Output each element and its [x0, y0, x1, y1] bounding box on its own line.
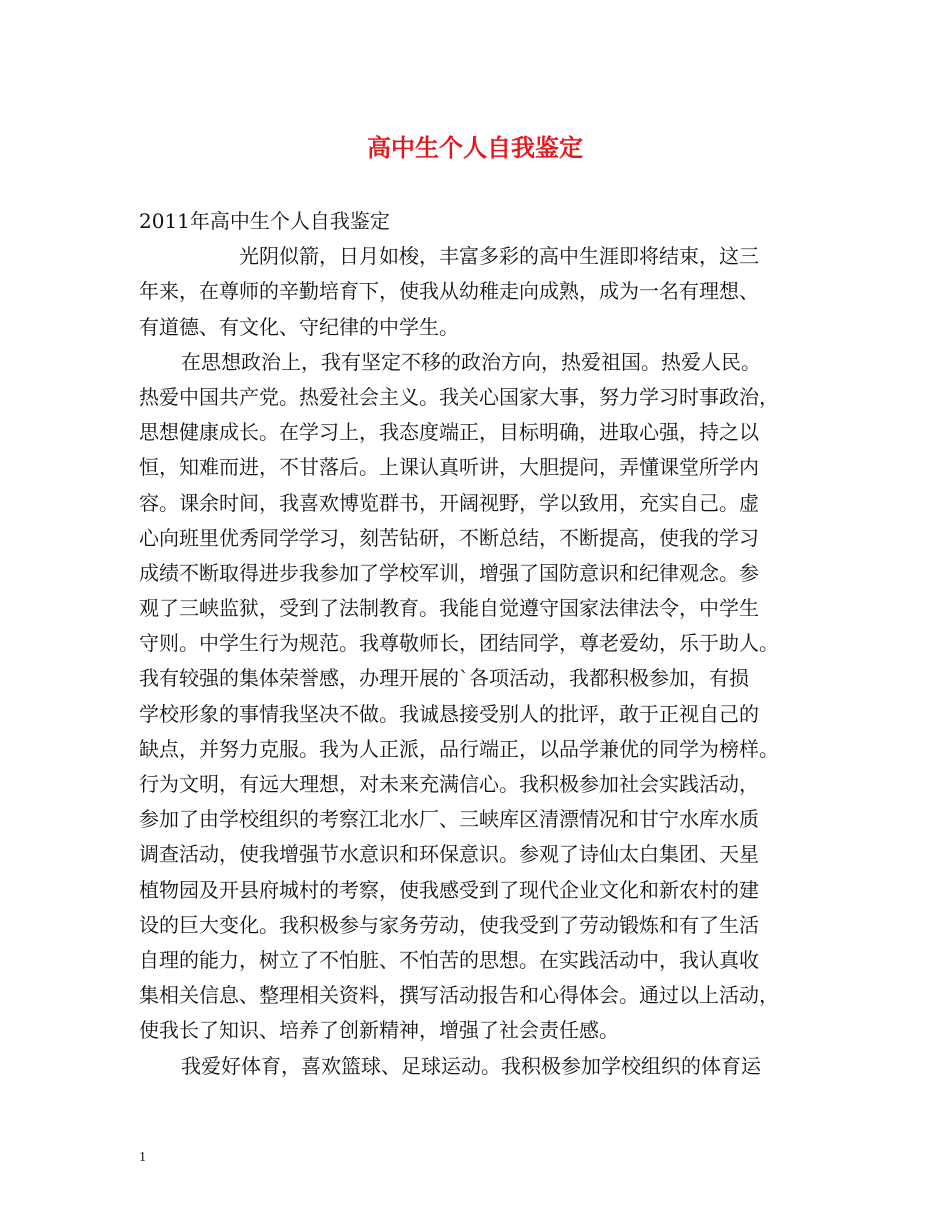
text-line: 参加了由学校组织的考察江北水厂、三峡库区清漂情况和甘宁水库水质 — [139, 807, 759, 832]
text-line: 使我长了知识、培养了创新精神，增强了社会责任感。 — [139, 1018, 619, 1043]
text-line: 成绩不断取得进步我参加了学校军训，增强了国防意识和纪律观念。参 — [139, 560, 759, 585]
text-line: 缺点，并努力克服。我为人正派，品行端正，以品学兼优的同学为榜样。 — [139, 736, 779, 761]
text-line: 我爱好体育，喜欢篮球、足球运动。我积极参加学校组织的体育运 — [181, 1053, 761, 1078]
text-line: 行为文明，有远大理想，对未来充满信心。我积极参加社会实践活动， — [139, 772, 759, 796]
text-line: 植物园及开县府城村的考察，使我感受到了现代企业文化和新农村的建 — [139, 877, 759, 902]
text-line: 自理的能力，树立了不怕脏、不怕苦的思想。在实践活动中，我认真收 — [139, 947, 759, 972]
text-line: 2011年高中生个人自我鉴定 — [139, 209, 390, 233]
text-line: 在思想政治上，我有坚定不移的政治方向，热爱祖国。热爱人民。 — [181, 349, 761, 374]
text-line: 集相关信息、整理相关资料，撰写活动报告和心得体会。通过以上活动， — [139, 983, 779, 1008]
text-line: 容。课余时间，我喜欢博览群书，开阔视野，学以致用，充实自己。虚 — [139, 490, 759, 515]
text-line: 恒，知难而进，不甘落后。上课认真听讲，大胆提问，弄懂课堂所学内 — [139, 455, 759, 480]
document-body — [139, 204, 829, 1084]
text-line: 调查活动，使我增强节水意识和环保意识。参观了诗仙太白集团、天星 — [139, 842, 759, 867]
text-line: 我有较强的集体荣誉感，办理开展的`各项活动，我都积极参加，有损 — [139, 666, 749, 691]
text-line: 守则。中学生行为规范。我尊敬师长，团结同学，尊老爱幼，乐于助人。 — [139, 631, 779, 656]
document-title: 高中生个人自我鉴定 — [367, 133, 583, 162]
page-number: 1 — [139, 1150, 146, 1165]
text-line: 热爱中国共产党。热爱社会主义。我关心国家大事，努力学习时事政治， — [139, 384, 779, 409]
text-line: 光阴似箭，日月如梭，丰富多彩的高中生涯即将结束，这三 — [239, 244, 759, 269]
text-line: 观了三峡监狱，受到了法制教育。我能自觉遵守国家法律法令，中学生 — [139, 596, 759, 621]
text-line: 学校形象的事情我坚决不做。我诚恳接受别人的批评，敢于正视自己的 — [139, 701, 759, 726]
text-line: 思想健康成长。在学习上，我态度端正，目标明确，进取心强，持之以 — [139, 420, 759, 445]
text-line: 心向班里优秀同学学习，刻苦钻研，不断总结，不断提高，使我的学习 — [139, 525, 759, 550]
text-line: 设的巨大变化。我积极参与家务劳动，使我受到了劳动锻炼和有了生活 — [139, 912, 759, 937]
text-line: 有道德、有文化、守纪律的中学生。 — [139, 314, 459, 339]
text-line: 年来，在尊师的辛勤培育下，使我从幼稚走向成熟，成为一名有理想、 — [139, 279, 759, 304]
